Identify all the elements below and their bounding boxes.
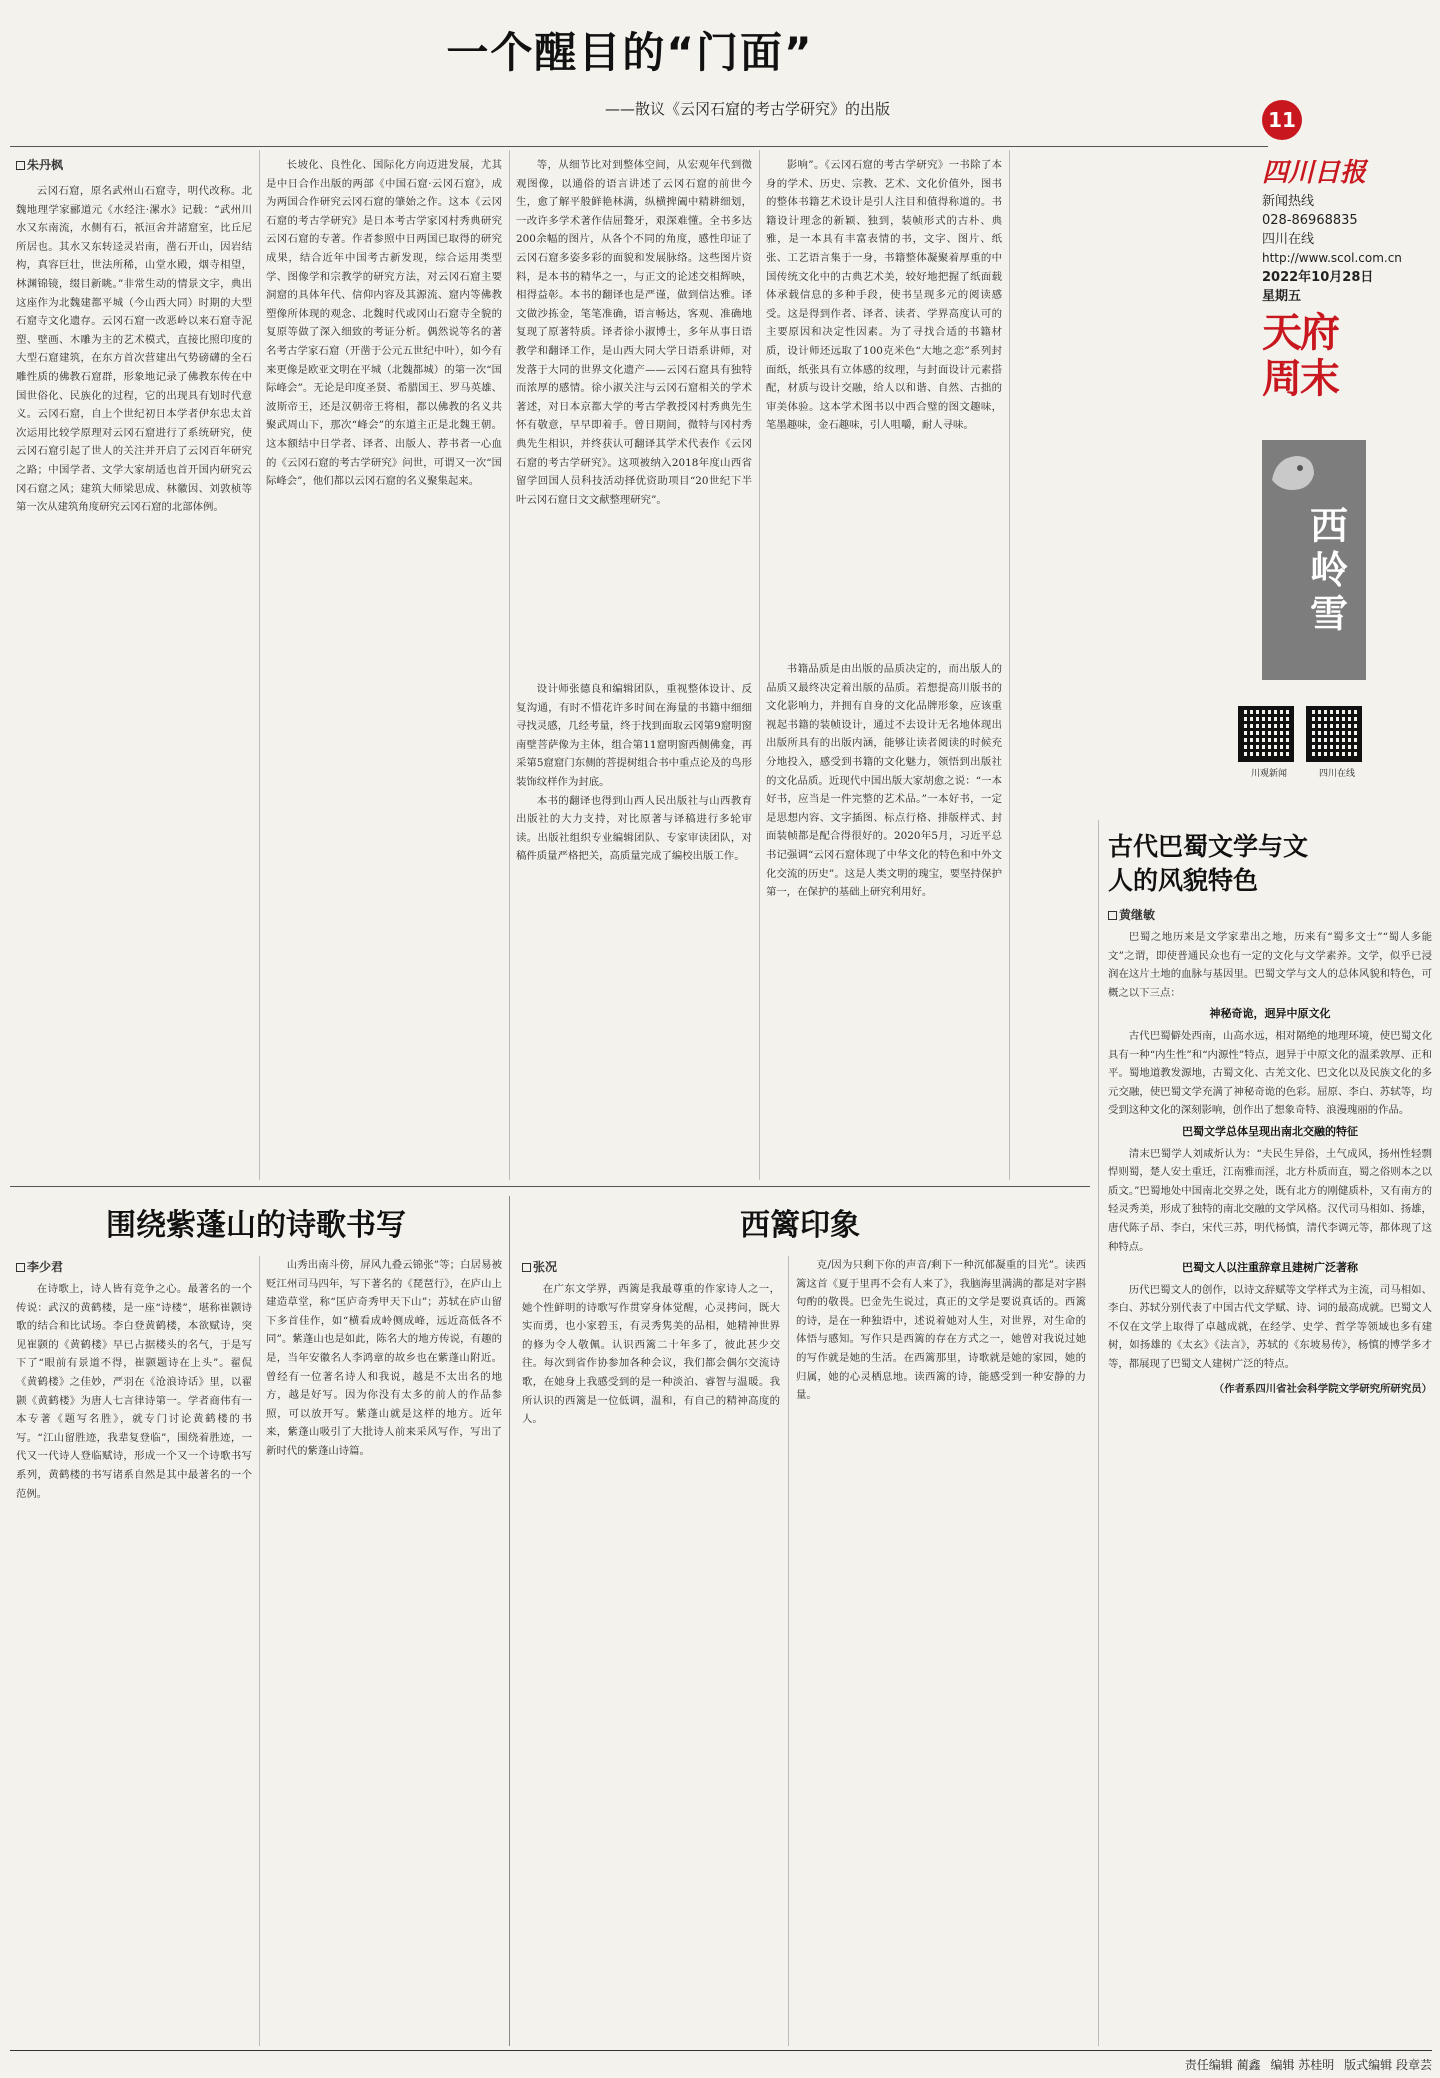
article1-column-3: 等，从细节比对到整体空间，从宏观年代到微观图像，以通俗的语言讲述了云冈石窟的前世今生，愈了解平般鲜艳林满，纵横捭阖中精耕细划，一改许多学术著作佶屈聱牙，艰深难懂。全书多达200余幅的图片，从各个不同的角度，感性印证了云冈石窟多姿多彩的面貌和发展脉络。这些图片资料，是本书的精华之一，与正文的论述交相辉映，相得益彰。本书的翻译也是严谨，做到信达雅。译文做沙拣金，笔笔准确，语言畅达，客观、准确地复现了原著特质。译者徐小淑博士，多年从事日语教学和翻译工作，是山西大同大学日语系讲师，对发落于大同的世界文化遗产——云冈石窟具有独特而浓厚的感情。徐小淑关注与云冈石窟相关的学术著述，对日本京都大学的考古学教授冈村秀典先生怀有敬意，早早即着手。曾日期间，微特与冈村秀典先生相识，并终获认可翻译其学术代表作《云冈石窟的考古学研究》。这项被纳入2018年度山西省留学回国人员科技活动择优资助项目“20世纪下半叶云冈石窟日文文献整理研究”。 [516,159,752,506]
footer-proof: 段章芸 [1395,2058,1432,2072]
article1-title: 一个醒目的“门面” [446,28,814,77]
qr-code-2[interactable] [1306,706,1362,762]
article1-column-4: 影响”。《云冈石窟的考古学研究》一书除了本身的学术、历史、宗教、艺术、文化价值外，图书的整体书籍艺术设计是引人注目和值得称道的。书籍设计理念的新颖、独到，装帧形式的古朴、典雅，是一本具有丰富表情的书，文字、图片、纸张、工艺语言集于一身，书籍整体凝聚着厚重的中国传统文化中的古典艺术美，较好地把握了纸面载体承载信息的多种手段，使书呈现多元的阅读感受。这是得到作者、译者、读者、学界高度认可的主要原因和决定性因素。为了寻找合适的书籍材质，设计师还远取了100克米色“大地之恋”系列封面纸，纸张具有立体感的纹理，与封面设计元素搭配，材质与设计交融，给人以和谐、自然、古拙的审美体验。这本学术图书以中西合璧的图文趣味，笔墨趣味，金石趣味，引人咀嚼，耐人寻味。 [766,159,1002,432]
hotline-label: 新闻热线 [1262,194,1315,209]
article4-subhead-3: 巴蜀文人以注重辞章且建树广泛著称 [1182,1261,1358,1275]
column-title-block [1262,440,1366,680]
issue-weekday: 星期五 [1262,289,1302,304]
footer-credits [1090,2056,1432,2073]
decorative-lion-icon [1266,446,1320,500]
article1-column-2: 长坡化、良性化、国际化方向迈进发展，尤其是中日合作出版的两部《中国石窟·云冈石窟》，成为两国合作研究云冈石窟的肇始之作。这本《云冈石窟的考古学研究》是日本考古学家冈村秀典研究云冈石窟的专著。作者参照中日两国已取得的研究成果，结合近年中国考古新发现，综合运用类型学、图像学和宗教学的研究方法，对云冈石窟主要洞窟的具体年代、信仰内容及其源流、窟内等佛教塑像所体现的观念、北魏时代或冈山石窟寺全貌的复原等做了深入细致的考证分析。偶然说等名的著名考古学家石窟（开凿于公元五世纪中叶），如今有来更像是欧亚文明在平城（北魏都城）的第一次“国际峰会”。无论是印度圣贤、希腊国王、罗马英雄、波斯帝王，还是汉朝帝王将相，都以佛教的名义共聚武周山下，那次“峰会”的东道主正是北魏王朝。这本额结中日学者、译者、出版人、荐书者一心血的《云冈石窟的考古学研究》问世，可谓又一次“国际峰会”，他们都以云冈石窟的名义聚集起来。 [266,159,502,488]
article4-subhead-1: 神秘奇诡，迥异中原文化 [1209,1007,1331,1021]
article1-column-1: 云冈石窟，原名武州山石窟寺，明代改称。北魏地理学家郦道元《水经注·漯水》记载：“武州川水又东南流，水侧有石，祇洹舍并諸窟室，比丘尼所居也。其水又东转迳灵岩南，凿石开山，因岩结构，真容巨壮，世法所稀，山堂水殿，烟寺相望，林渊锦镜，缀目新眺。”非常生动的情景文字，典出这座作为北魏建都平城（今山西大同）时期的大型石窟寺文化遗存。云冈石窟一改恶岭以来石窟寺泥塑、壁画、木雕为主的艺术模式，直接比照印度的大型石窟建筑，在东方首次营建出气势磅礴的全石雕性质的佛教石窟群，形象地记录了佛教东传在中国世俗化、民族化的过程，它的出现具有划时代意义。云冈石窟，自上个世纪初日本学者伊东忠太首次运用比较学原理对云冈石窟进行了系统研究，使云冈石窟引起了世人的关注并开启了云冈百年研究之路；中国学者、文学大家胡适也首开国内研究云冈石窟之风；建筑大师梁思成、林徽因、刘敦桢等第一次从建筑角度研究云冈石窟的北部体例。 [16,185,252,514]
article1-column-5: 设计师张德良和编辑团队，重视整体设计、反复沟通，有时不惜花许多时间在海量的书籍中细细寻找灵感，几经考量，终于找到面取云冈第9窟明窗南壁菩萨像为主体，组合第11窟明窗西侧佛龛，再采第5窟窟门东侧的菩提树组合书中重点论及的鸟形装饰纹样作为封底。 本书的翻译也得到山西人民出版社与山西教育出版社的大力支持，对比原著与译稿进行多轮审读。出版社组织专业编辑团队、专家审读团队，对稿件质量严格把关，高质量完成了编校出版工作。 [516,683,752,863]
footer-designer: 苏桂明 [1298,2058,1335,2072]
article4-author-note: （作者系四川省社会科学院文学研究所研究员） [1213,1382,1432,1395]
paper-name: 四川日报 [1262,158,1367,188]
article3-byline: 张况 [522,1258,557,1275]
website-link[interactable]: http://www.scol.com.cn [1262,251,1402,265]
footer-proof-label: 版式编辑 [1344,2058,1393,2072]
article4-title: 古代巴蜀文学与文人的风貌特色 [1108,832,1309,895]
article3-column-2: 克/因为只剩下你的声音/剩下一种沉郁凝重的目光”。读西篱这首《夏于里再不会有人来了》，我脑海里满满的都是对字斟句酌的敬畏。巴金先生说过，真正的文学是要说真话的。西篱的诗，是在一种独语中，述说着她对人生，对世界，对生命的体悟与感知。写作只是西篱的存在方式之一，她曾对我说过她的写作就是她的生活。在西篱那里，诗歌就是她的家园，她的归属，她的心灵栖息地。读西篱的诗，能感受到一种安静的力量。 [796,1259,1086,1402]
article1-subtitle: ——散议《云冈石窟的考古学研究》的出版 [604,100,890,118]
article3-title: 西篱印象 [740,1208,860,1243]
article4-body: 巴蜀之地历来是文学家辈出之地，历来有“蜀多文士”“蜀人多能文”之谓，即使普通民众也有一定的文化与文学素养。文学，似乎已浸润在这片土地的血脉与基因里。巴蜀文学与文人的总体风貌和特色，可概之以下三点： 神秘奇诡，迥异中原文化 古代巴蜀僻处西南，山高水远，相对隔绝的地理环境，使巴蜀文化具有一种“内生性”和“内源性”特点，迥异于中原文化的温柔敦厚、正和平。蜀地道教发源地，古蜀文化、古羌文化、巴文化以及民族文化的多元交融，使巴蜀文学充满了神秘奇诡的色彩。屈原、李白、苏轼等，均受到这种文化的深刻影响，创作出了想象奇特、浪漫瑰丽的作品。 巴蜀文学总体呈现出南北交融的特征 清末巴蜀学人刘咸炘认为：“夫民生异俗，土气成风，扬州性轻剽悍则蜀，楚人安土重迁，江南雅而淫，北方朴质而直，蜀之俗则本之以质文。”巴蜀地处中国南北交界之处，既有北方的刚健质朴，又有南方的轻灵秀美，形成了独特的南北交融的文学风格。汉代司马相如、扬雄，唐代陈子昂、李白，宋代三苏，明代杨慎，清代李调元等，都体现了这种特点。 巴蜀文人以注重辞章且建树广泛著称 历代巴蜀文人的创作，以诗文辞赋等文学样式为主流，司马相如、李白、苏轼分别代表了中国古代文学赋、诗、词的最高成就。巴蜀文人不仅在文学上取得了卓越成就，在经学、史学、哲学等领域也多有建树，如扬雄的《太玄》《法言》，苏轼的《东坡易传》，杨慎的博学多才等，都展现了巴蜀文人建树广泛的特点。 （作者系四川省社会科学院文学研究所研究员） [1108,928,1432,2028]
footer-designer-label: 编辑 [1270,2058,1295,2072]
issue-date: 2022年10月28日 [1262,270,1374,285]
article4-byline: 黄继敏 [1108,906,1155,923]
column-title: 西岭雪 [1310,504,1349,636]
article2-title: 围绕紫蓬山的诗歌书写 [106,1208,406,1243]
article1-byline: 朱丹枫 [16,156,63,173]
article1-rule [10,146,1268,147]
online-label: 四川在线 [1262,232,1315,247]
article3-column-1: 在广东文学界，西篱是我最尊重的作家诗人之一，她个性鲜明的诗歌写作贯穿身体觉醒，心灵拷问，既大实而勇，也小家碧玉，有灵秀隽美的品相，她精神世界的修为令人敬佩。认识西篱二十年多了，彼此甚少交往。每次到省作协参加各种会议，我们都会偶尔交流诗歌，在她身上我感受到的是一种淡泊、睿智与温暖。我所认识的西篱是一位低调，温和，有自己的精神高度的人。 [522,1283,780,1426]
qr-code-1-label: 川观新闻 [1250,769,1287,779]
section-title: 天府周末 [1262,309,1338,402]
article2-column-2: 山秀出南斗傍，屏风九叠云锦张”等；白居易被贬江州司马四年，写下著名的《琵琶行》，在庐山上建造草堂，称“匡庐奇秀甲天下山”；苏轼在庐山留下多首佳作，如“横看成岭侧成峰，远近高低各不同”。紫蓬山也是如此，陈名大的地方传说，有趣的是，当年安徽名人李鸿章的故乡也在紫蓬山附近。曾经有一位著名诗人和我说，越是不太出名的地方，越是好写。因为你没有太多的前人的作品参照，可以放开写。紫蓬山就是这样的地方。近年来，紫蓬山吸引了大批诗人前来采风写作，写出了新时代的紫蓬山诗篇。 [266,1259,502,1457]
article1-column-6: 书籍品质是由出版的品质决定的，而出版人的品质又最终决定着出版的品质。若想提高川版书的文化影响力，并拥有自身的文化品牌形象，应该重视起书籍的装帧设计，通过不去设计无名地体现出出版所具有的出版内涵，能够让读者阅读的时候充分地投入，感受到书籍的文化魅力，领悟到出版社的文化品质。近现代中国出版大家胡愈之说：“一本好书，应当是一件完整的艺术品。”一本好书，一定是思想内容、文字插图、标点行格、排版样式、封面装帧都是配合得很好的。2020年5月，习近平总书记强调“云冈石窟体现了中华文化的特色和中外文化交流的历史”。这是人类文明的瑰宝，要坚持保护第一，在保护的基础上研究利用好。 [766,663,1002,899]
footer-editor: 蔺鑫 [1236,2058,1261,2072]
qr-code-2-label: 四川在线 [1318,769,1355,779]
qr-code-1[interactable] [1238,706,1294,762]
masthead-info [1262,192,1432,306]
article2-byline: 李少君 [16,1258,63,1275]
page-number-badge [1262,100,1302,140]
page-number: 11 [1268,108,1296,132]
article4-subhead-2: 巴蜀文学总体呈现出南北交融的特征 [1182,1124,1358,1138]
footer-editor-label: 责任编辑 [1184,2058,1233,2072]
article2-column-1: 在诗歌上，诗人皆有竞争之心。最著名的一个传说：武汉的黄鹤楼，是一座“诗楼”，堪称崔颢诗歌的结合和比试场。李白登黄鹤楼，本欲赋诗，突见崔颢的《黄鹤楼》早已占据楼头的名气，于是写下了“眼前有景道不得，崔颢题诗在上头”。翟侃《黄鹤楼》之佳妙，严羽在《沧浪诗话》里，以翟颢《黄鹤楼》为唐人七言律诗第一。学者商伟有一本专著《题写名胜》，就专门讨论黄鹤楼的书写。“江山留胜迹，我辈复登临”，围绕着胜迹，一代又一代诗人登临赋诗，形成一个又一个诗歌书写系列，黄鹤楼的书写诸系自然是其中最著名的一个范例。 [16,1283,252,1500]
hotline-number: 028-86968835 [1262,213,1358,228]
